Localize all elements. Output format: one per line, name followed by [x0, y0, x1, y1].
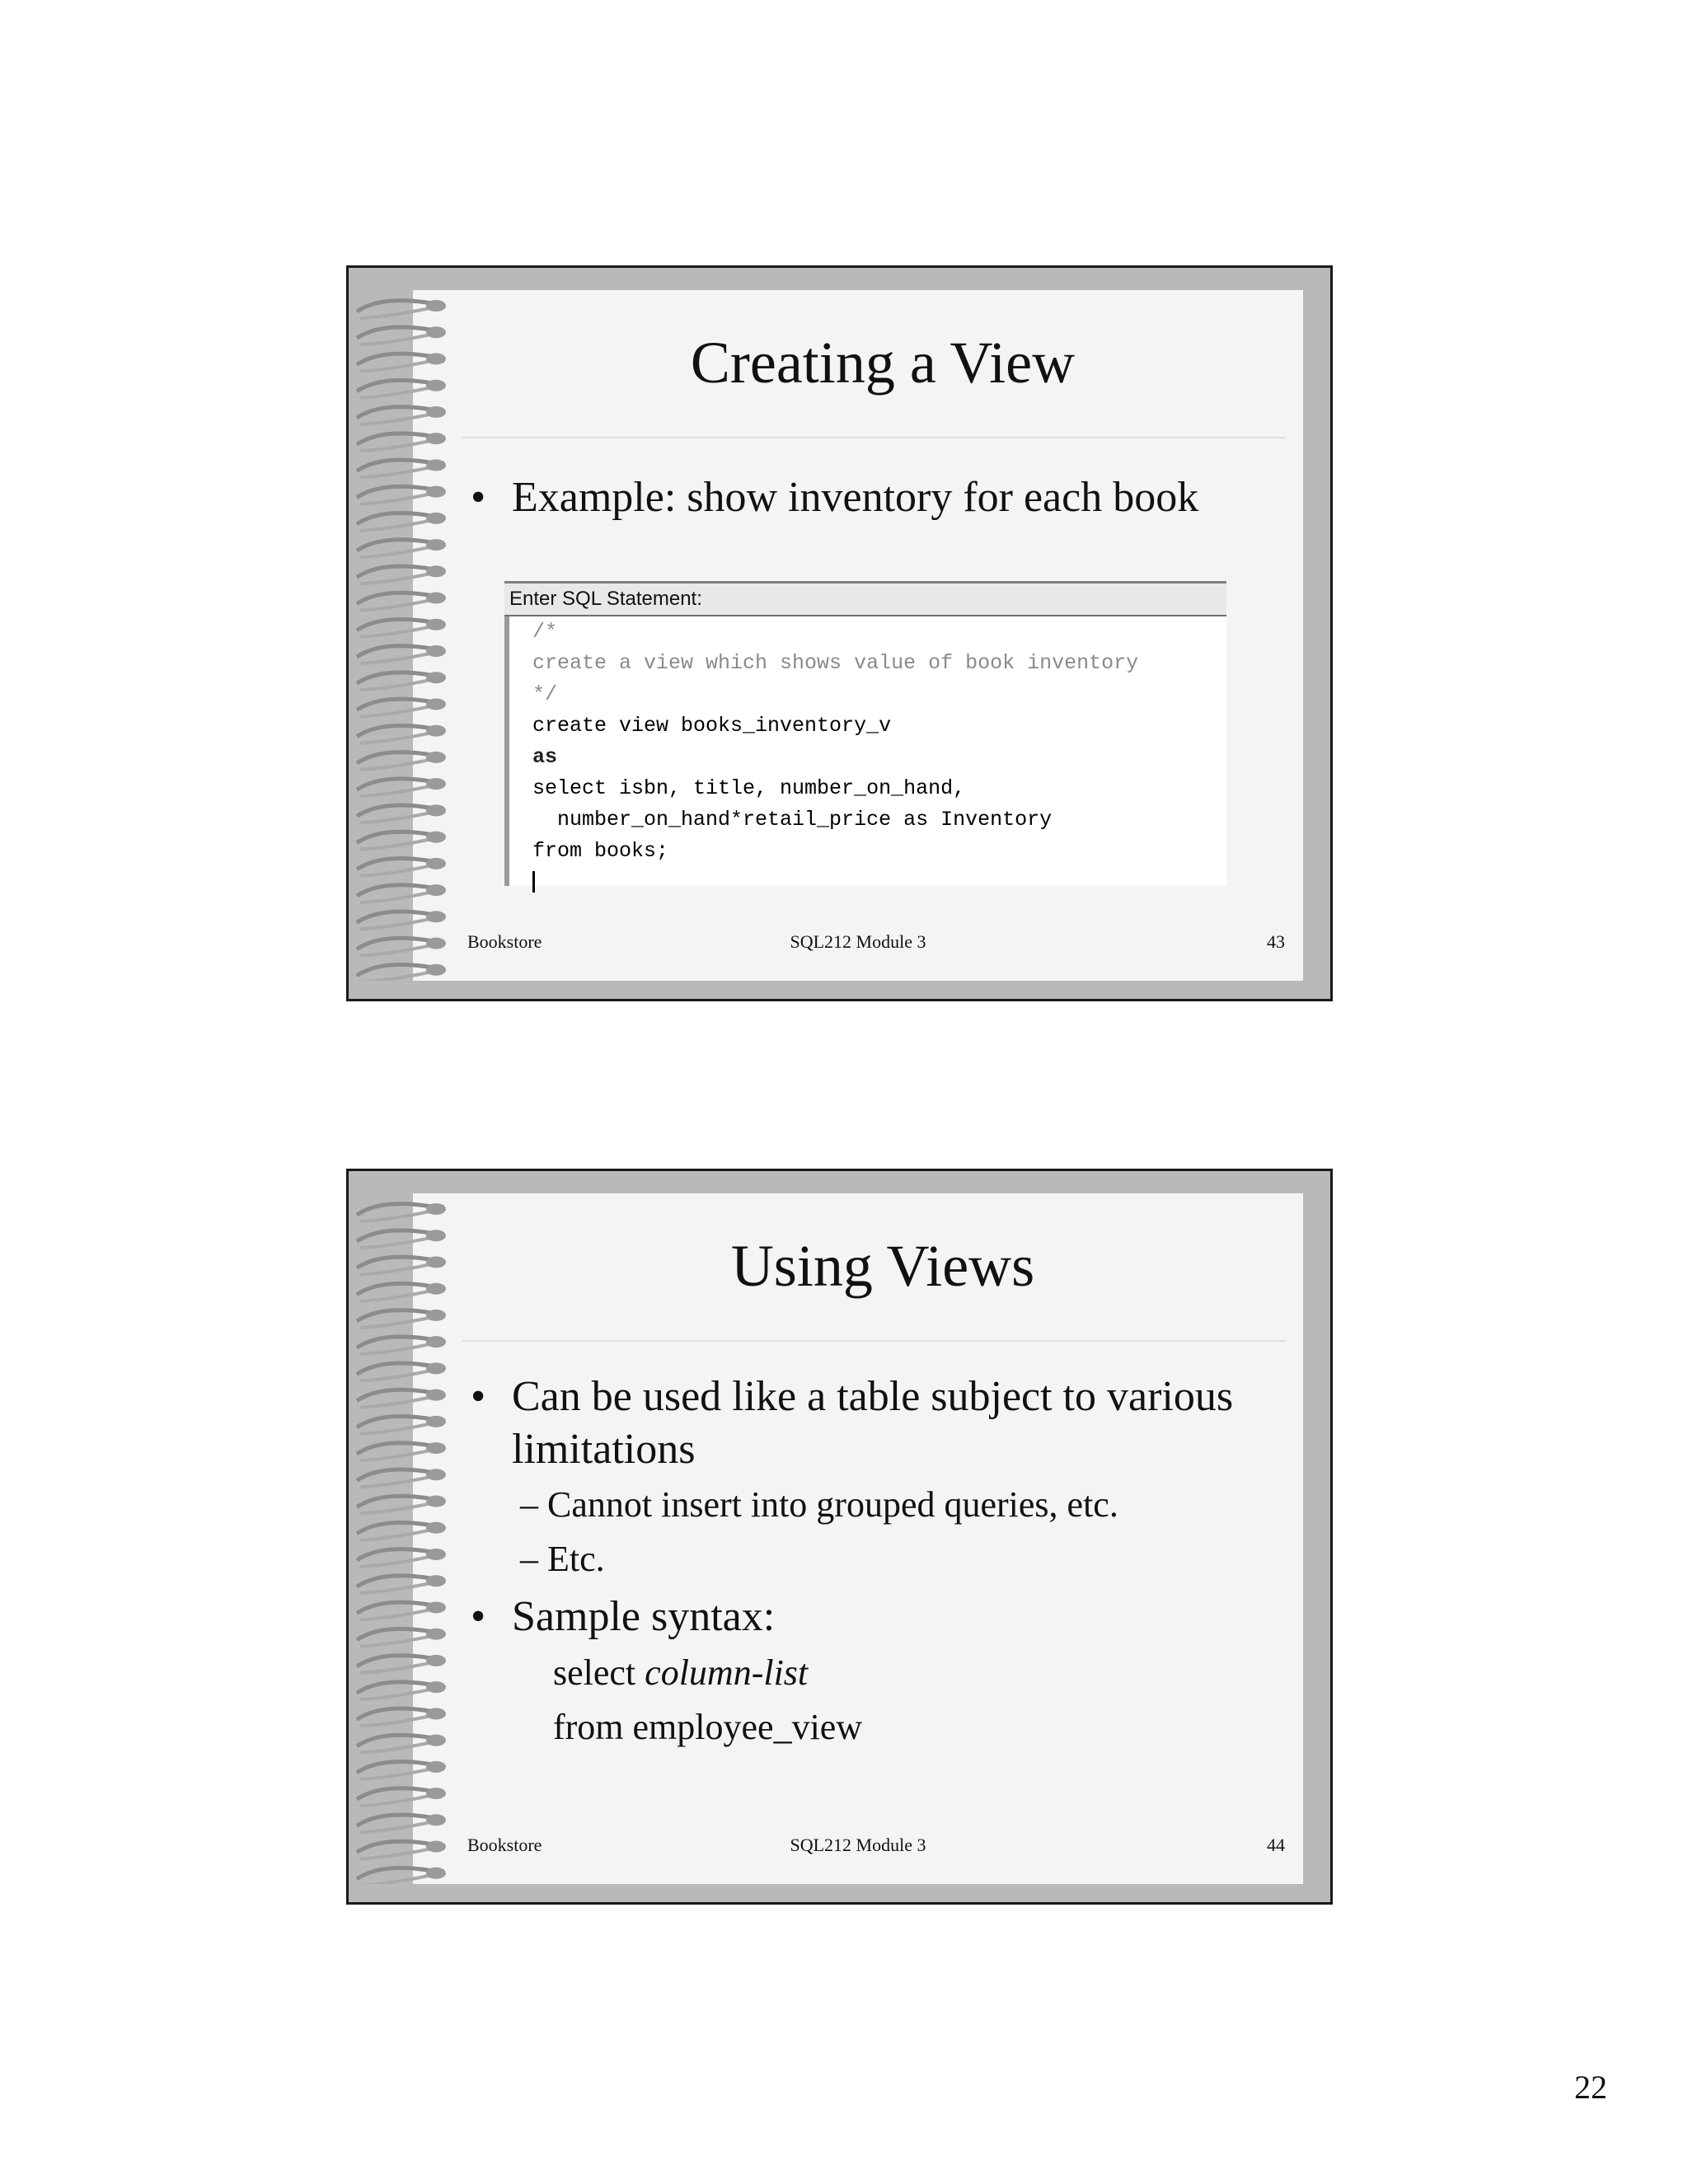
slide-canvas — [413, 290, 1303, 981]
title-divider — [462, 1340, 1285, 1342]
syntax-keyword: select — [553, 1652, 645, 1693]
syntax-line: from employee_view — [553, 1707, 863, 1747]
spiral-ring — [357, 964, 446, 981]
slide-43 — [346, 265, 1333, 1001]
slide-title: Using Views — [730, 1233, 1035, 1299]
slide-number: 44 — [1267, 1835, 1285, 1855]
spiral-ring — [357, 804, 446, 823]
footer-left: Bookstore — [467, 1835, 542, 1855]
bullet-item — [471, 471, 1198, 524]
spiral-ring — [357, 353, 446, 371]
spiral-ring — [357, 1256, 446, 1274]
slide-canvas — [413, 1193, 1303, 1884]
slide-number: 43 — [1267, 931, 1285, 952]
spiral-binding-icon — [349, 1193, 481, 1884]
text-cursor — [532, 871, 535, 893]
spiral-ring — [357, 858, 446, 876]
sql-editor[interactable] — [504, 616, 1226, 886]
sql-line: from books; — [532, 839, 669, 863]
spiral-ring — [357, 459, 446, 477]
spiral-ring — [357, 1814, 446, 1832]
spiral-ring — [357, 1469, 446, 1487]
spiral-ring — [357, 1283, 446, 1301]
spiral-ring — [357, 1362, 446, 1380]
spiral-ring — [357, 326, 446, 344]
bullet-item — [471, 1591, 775, 1643]
spiral-ring — [357, 1203, 446, 1221]
spiral-ring — [357, 539, 446, 557]
spiral-ring — [357, 513, 446, 531]
sql-statement-panel — [504, 581, 1226, 886]
slide-44 — [346, 1169, 1333, 1905]
spiral-ring — [357, 884, 446, 902]
bullet-text: Example: show inventory for each book — [512, 474, 1199, 521]
spiral-ring — [357, 911, 446, 929]
spiral-ring — [357, 725, 446, 743]
sub-bullet: – Cannot insert into grouped queries, etc. — [520, 1484, 1118, 1525]
spiral-ring — [357, 1496, 446, 1514]
spiral-ring — [357, 752, 446, 770]
bullet-text: Sample syntax: — [512, 1593, 776, 1640]
spiral-ring — [357, 619, 446, 637]
bullet-icon: • — [471, 1373, 486, 1420]
bullet-icon: • — [471, 1593, 486, 1640]
sql-panel-header: Enter SQL Statement: — [504, 583, 1226, 616]
spiral-ring — [357, 1655, 446, 1673]
bullet-text: Can be used like a table subject to various limitations — [512, 1373, 1234, 1473]
sub-bullet: – Etc. — [520, 1539, 605, 1579]
spiral-ring — [357, 1336, 446, 1354]
syntax-placeholder: column-list — [645, 1652, 809, 1693]
spiral-ring — [357, 1230, 446, 1248]
footer-left: Bookstore — [467, 931, 542, 952]
spiral-ring — [357, 1761, 446, 1779]
spiral-ring — [357, 593, 446, 611]
spiral-ring — [357, 1735, 446, 1753]
spiral-ring — [357, 1390, 446, 1408]
bullet-icon: • — [471, 474, 486, 521]
title-divider — [462, 437, 1285, 438]
spiral-ring — [357, 486, 446, 504]
spiral-ring — [357, 832, 446, 850]
spiral-ring — [357, 433, 446, 451]
sql-line: number_on_hand*retail_price as Inventory — [532, 808, 1053, 832]
footer-center: SQL212 Module 3 — [790, 1835, 926, 1855]
sql-line: /* — [532, 620, 558, 644]
spiral-ring — [357, 1788, 446, 1806]
spiral-ring — [357, 1708, 446, 1726]
spiral-ring — [357, 1522, 446, 1540]
spiral-ring — [357, 698, 446, 716]
spiral-ring — [357, 1601, 446, 1619]
spiral-binding-icon — [349, 290, 481, 981]
spiral-ring — [357, 300, 446, 318]
spiral-ring — [357, 1575, 446, 1593]
sql-line: */ — [532, 682, 558, 706]
spiral-ring — [357, 645, 446, 663]
spiral-ring — [357, 1681, 446, 1699]
sql-line: select isbn, title, number_on_hand, — [532, 776, 966, 800]
spiral-ring — [357, 1310, 446, 1328]
spiral-ring — [357, 380, 446, 398]
spiral-ring — [357, 778, 446, 796]
slide-title: Creating a View — [690, 330, 1076, 396]
bullet-item — [471, 1371, 1254, 1476]
sql-line: as — [532, 745, 558, 769]
footer-center: SQL212 Module 3 — [790, 931, 926, 952]
spiral-ring — [357, 406, 446, 424]
spiral-ring — [357, 1416, 446, 1434]
page-number: 22 — [1574, 2069, 1607, 2106]
spiral-ring — [357, 1868, 446, 1884]
spiral-ring — [357, 565, 446, 583]
sql-line: create a view which shows value of book inventory — [532, 651, 1139, 675]
spiral-ring — [357, 1629, 446, 1647]
syntax-line — [553, 1650, 808, 1696]
spiral-ring — [357, 1442, 446, 1460]
sql-line: create view books_inventory_v — [532, 714, 892, 738]
spiral-ring — [357, 672, 446, 690]
spiral-ring — [357, 1549, 446, 1567]
